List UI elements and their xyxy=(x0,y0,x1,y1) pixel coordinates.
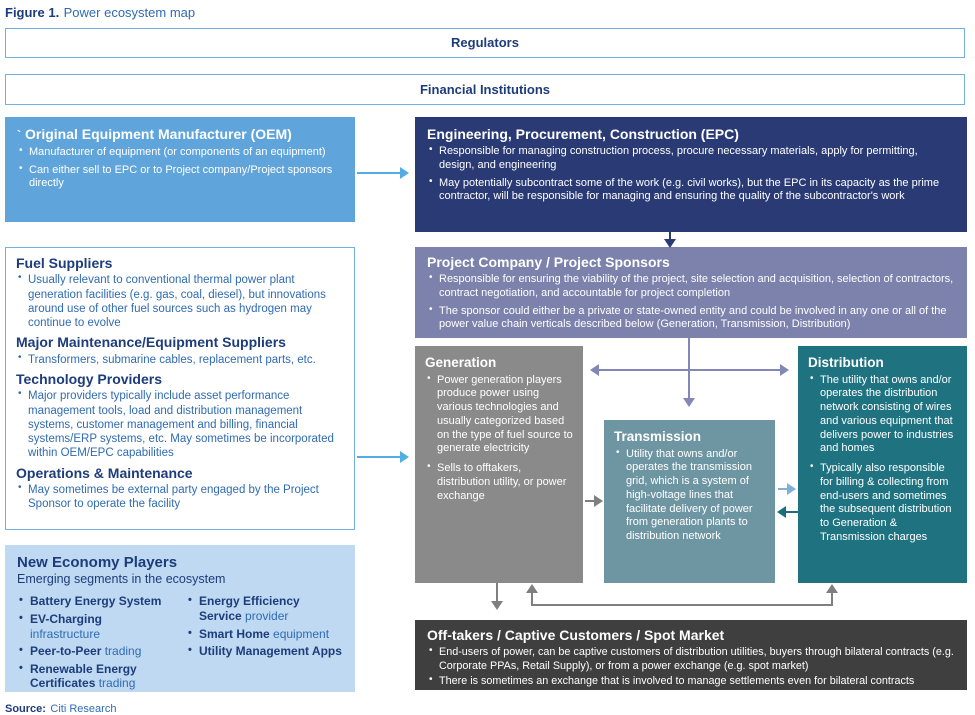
transmission-box xyxy=(604,420,775,583)
epc-title: Engineering, Procurement, Construction (EPC) xyxy=(427,126,739,142)
bullet-item: • The utility that owns and/or operates the distribution network consisting of wires and various equipment that delivers power to industries and homes xyxy=(808,374,959,457)
bullet-item: • Utility that owns and/or operates the transmission grid, which is a system of high-voltage lines that facilitate delivery of power from generation plants to distribution network xyxy=(614,448,767,544)
bullet-item: • Usually relevant to conventional thermal power plant generation facilities (e.g. gas, coal, diesel), but innovations around use of other fuel sources such as hydrogen may continue to evolve xyxy=(16,273,344,330)
source-label: Source: xyxy=(5,703,46,715)
bullet-item: • Responsible for managing construction process, procure necessary materials, apply for permitting, design, and engineering xyxy=(427,145,955,173)
transmission-title: Transmission xyxy=(614,429,702,444)
offtakers-bullets xyxy=(427,646,955,688)
oem-title: ` Original Equipment Manufacturer (OEM) xyxy=(17,126,292,142)
bullet-item: • Typically also responsible for billing & collecting from end-users and sometimes the subsequent distribution to Generation & Transmission charges xyxy=(808,462,959,545)
new-economy-box xyxy=(5,545,355,692)
new-economy-col2 xyxy=(186,594,343,694)
oem-box xyxy=(5,117,355,222)
offtakers-to-distribution-arrow-line xyxy=(831,592,833,606)
distribution-title: Distribution xyxy=(808,355,884,370)
figure-caption xyxy=(5,4,195,22)
bullet-item: • Renewable Energy Certificates trading xyxy=(17,662,174,691)
new-economy-columns xyxy=(17,594,343,694)
operations-maintenance-title: Operations & Maintenance xyxy=(16,464,193,481)
oem-title-prefix: ` xyxy=(17,128,21,142)
maintenance-suppliers-title: Major Maintenance/Equipment Suppliers xyxy=(16,334,286,351)
oem-to-epc-arrowhead-icon xyxy=(400,167,409,179)
maintenance-suppliers-bullets xyxy=(16,353,344,367)
figure-label: Figure 1. xyxy=(5,5,60,20)
offtakers-title: Off-takers / Captive Customers / Spot Market xyxy=(427,627,725,643)
generation-to-offtakers-arrowhead-icon xyxy=(491,601,503,610)
source-line xyxy=(5,699,116,715)
bullet-item: • Sells to offtakers, distribution utility, or power exchange xyxy=(425,462,575,503)
transmission-bullets xyxy=(614,448,767,544)
distribution-to-transmission-arrow-line xyxy=(786,511,798,513)
new-economy-title: New Economy Players xyxy=(17,554,178,571)
technology-providers-title: Technology Providers xyxy=(16,371,162,388)
generation-title: Generation xyxy=(425,355,497,370)
bullet-item: • Battery Energy System xyxy=(17,594,174,609)
generation-to-transmission-arrowhead-icon xyxy=(594,495,603,507)
fuel-suppliers-bullets xyxy=(16,273,344,330)
distribution-box xyxy=(798,346,967,583)
bullet-item: • Manufacturer of equipment (or components of an equipment) xyxy=(17,146,343,160)
epc-bullets xyxy=(427,145,955,204)
generation-box xyxy=(415,346,583,583)
fuel-suppliers-title: Fuel Suppliers xyxy=(16,255,113,271)
operations-maintenance-bullets xyxy=(16,483,344,512)
offtakers-bracket-line xyxy=(531,604,833,606)
bullet-item: • End-users of power, can be captive customers of distribution utilities, buyers through bilateral contracts (e.g. Corporate PPAs, Retail Supply), or from a power exchange (e.g. spot market) xyxy=(427,646,955,673)
new-economy-subtitle: Emerging segments in the ecosystem xyxy=(17,572,226,587)
source-text: Citi Research xyxy=(50,703,117,715)
bullet-item: • Responsible for ensuring the viability of the project, site selection and acquisition, selection of contractors, contract negotiation, and accountable for project completion xyxy=(427,273,955,301)
generation-to-offtakers-arrow-line xyxy=(496,583,498,603)
bullet-item: • Energy Efficiency Service provider xyxy=(186,594,343,623)
regulators-band: Regulators xyxy=(5,28,965,58)
technology-providers-bullets xyxy=(16,389,344,460)
suppliers-to-generation-arrow-line xyxy=(357,456,402,458)
bullet-item: • May potentially subcontract some of the work (e.g. civil works), but the EPC in its capacity as the prime contractor, will be responsible for managing and ensuring the quality of the subcontractor's work xyxy=(427,177,955,205)
suppliers-to-generation-arrowhead-icon xyxy=(400,451,409,463)
offtakers-to-distribution-arrowhead-icon xyxy=(826,584,838,593)
oem-to-epc-arrow-line xyxy=(357,172,402,174)
financial-institutions-band: Financial Institutions xyxy=(5,74,965,105)
transmission-to-distribution-arrowhead-icon xyxy=(787,483,796,495)
new-economy-col1 xyxy=(17,594,174,694)
generation-bullets xyxy=(425,374,575,504)
figure-title: Power ecosystem map xyxy=(63,5,196,20)
project-to-distribution-arrowhead-icon xyxy=(780,364,789,376)
project-company-bullets xyxy=(427,273,955,332)
suppliers-box xyxy=(5,247,355,530)
bullet-item: • May sometimes be external party engaged by the Project Sponsor to operate the facility xyxy=(16,483,344,512)
epc-to-project-arrowhead-icon xyxy=(664,239,676,248)
bullet-item: • Can either sell to EPC or to Project company/Project sponsors directly xyxy=(17,164,343,192)
distribution-to-transmission-arrowhead-icon xyxy=(777,506,786,518)
offtakers-box xyxy=(415,620,967,690)
project-to-verticals-cross-line xyxy=(599,369,781,371)
epc-box xyxy=(415,117,967,232)
bullet-item: • Smart Home equipment xyxy=(186,627,343,642)
bullet-item: • There is sometimes an exchange that is involved to manage settlements even for bilateral contracts xyxy=(427,675,955,688)
bullet-item: • Transformers, submarine cables, replacement parts, etc. xyxy=(16,353,344,367)
bullet-item: • Utility Management Apps xyxy=(186,644,343,659)
oem-bullets xyxy=(17,146,343,191)
bullet-item: • Power generation players produce power using various technologies and usually categorized based on the type of fuel source to generate electricity xyxy=(425,374,575,457)
project-company-box xyxy=(415,247,967,338)
distribution-bullets xyxy=(808,374,959,545)
project-to-generation-arrowhead-icon xyxy=(590,364,599,376)
project-company-title: Project Company / Project Sponsors xyxy=(427,254,670,270)
bullet-item: • Major providers typically include asset performance management tools, load and distribution management systems, customer management and billing, financial systems/ERP systems, etc. May sometimes be incorporated within OEM/EPC capabilities xyxy=(16,389,344,460)
project-to-transmission-arrowhead-icon xyxy=(683,398,695,407)
bullet-item: • EV-Charging infrastructure xyxy=(17,612,174,641)
bullet-item: • Peer-to-Peer trading xyxy=(17,644,174,659)
bullet-item: • The sponsor could either be a private or state-owned entity and could be involved in any one or all of the power value chain verticals described below (Generation, Transmission, Distribution) xyxy=(427,305,955,333)
